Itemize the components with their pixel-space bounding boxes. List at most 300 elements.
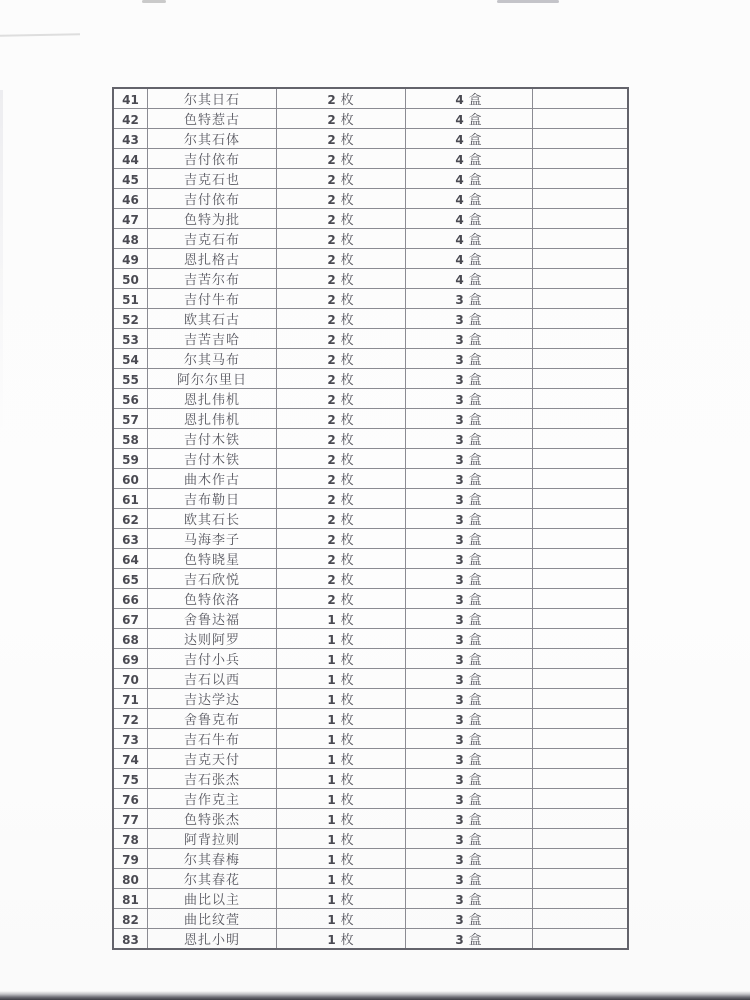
boxes-count-unit: 盒	[468, 893, 483, 908]
row-number-text: 73	[122, 733, 139, 747]
pieces-count-value: 2	[327, 573, 336, 587]
boxes-count	[406, 249, 533, 269]
pieces-count-unit: 枚	[340, 113, 355, 128]
person-name-text: 吉付木铁	[183, 433, 240, 448]
boxes-count-unit: 盒	[468, 513, 483, 528]
empty-cell	[533, 569, 629, 589]
person-name	[148, 189, 277, 209]
row-number	[113, 889, 148, 909]
table-row	[113, 289, 628, 309]
row-number	[113, 689, 148, 709]
person-name	[148, 849, 277, 869]
boxes-count	[406, 269, 533, 289]
person-name	[148, 709, 277, 729]
row-number	[113, 869, 148, 889]
pieces-count-unit: 枚	[340, 353, 355, 368]
row-number	[113, 429, 148, 449]
pieces-count-unit: 枚	[340, 293, 355, 308]
person-name	[148, 209, 277, 229]
pieces-count-value: 1	[327, 873, 336, 887]
row-number-text: 55	[122, 373, 139, 387]
pieces-count	[277, 529, 406, 549]
boxes-count	[406, 369, 533, 389]
row-number-text: 54	[122, 353, 139, 367]
row-number-text: 69	[122, 653, 139, 667]
pieces-count-unit: 枚	[340, 793, 355, 808]
boxes-count-unit: 盒	[468, 93, 483, 108]
boxes-count-value: 3	[455, 393, 464, 407]
pieces-count-unit: 枚	[340, 653, 355, 668]
table-row	[113, 369, 628, 389]
empty-cell	[533, 649, 629, 669]
person-name-text: 吉付依布	[183, 153, 240, 168]
pieces-count-value: 2	[327, 593, 336, 607]
table-row	[113, 889, 628, 909]
pieces-count	[277, 909, 406, 929]
pieces-count	[277, 829, 406, 849]
person-name	[148, 309, 277, 329]
boxes-count	[406, 449, 533, 469]
pieces-count-unit: 枚	[340, 233, 355, 248]
person-name	[148, 329, 277, 349]
boxes-count-value: 3	[455, 933, 464, 947]
row-number	[113, 449, 148, 469]
pieces-count-unit: 枚	[340, 173, 355, 188]
person-name-text: 欧其石古	[183, 313, 240, 328]
empty-cell	[533, 589, 629, 609]
table-row	[113, 649, 628, 669]
person-name-text: 吉石以西	[183, 673, 240, 688]
boxes-count-unit: 盒	[468, 613, 483, 628]
row-number-text: 64	[122, 553, 139, 567]
row-number-text: 67	[122, 613, 139, 627]
pieces-count	[277, 229, 406, 249]
boxes-count-unit: 盒	[468, 573, 483, 588]
boxes-count	[406, 529, 533, 549]
pieces-count	[277, 88, 406, 109]
pieces-count-value: 2	[327, 313, 336, 327]
row-number	[113, 569, 148, 589]
row-number-text: 76	[122, 793, 139, 807]
pieces-count-unit: 枚	[340, 593, 355, 608]
row-number	[113, 549, 148, 569]
boxes-count-unit: 盒	[468, 813, 483, 828]
table-row	[113, 129, 628, 149]
empty-cell	[533, 849, 629, 869]
boxes-count-unit: 盒	[468, 313, 483, 328]
boxes-count-value: 3	[455, 853, 464, 867]
pieces-count-value: 2	[327, 133, 336, 147]
empty-cell	[533, 769, 629, 789]
row-number	[113, 769, 148, 789]
row-number	[113, 589, 148, 609]
boxes-count	[406, 109, 533, 129]
row-number	[113, 189, 148, 209]
person-name-text: 尔其春花	[183, 873, 240, 888]
row-number-text: 48	[122, 233, 139, 247]
person-name-text: 曲比纹萱	[183, 913, 240, 928]
person-name	[148, 249, 277, 269]
pieces-count-value: 2	[327, 233, 336, 247]
pieces-count-unit: 枚	[340, 613, 355, 628]
empty-cell	[533, 269, 629, 289]
row-number	[113, 349, 148, 369]
person-name-text: 吉石张杰	[183, 773, 240, 788]
person-name	[148, 369, 277, 389]
pieces-count-unit: 枚	[340, 153, 355, 168]
table-row	[113, 709, 628, 729]
person-name	[148, 229, 277, 249]
boxes-count	[406, 589, 533, 609]
boxes-count-value: 3	[455, 493, 464, 507]
person-name	[148, 549, 277, 569]
table-row	[113, 749, 628, 769]
pieces-count-unit: 枚	[340, 633, 355, 648]
boxes-count-unit: 盒	[468, 753, 483, 768]
person-name-text: 舍鲁达福	[183, 613, 240, 628]
table-row	[113, 509, 628, 529]
row-number-text: 47	[122, 213, 139, 227]
row-number	[113, 209, 148, 229]
pieces-count	[277, 109, 406, 129]
pieces-count-unit: 枚	[340, 713, 355, 728]
boxes-count-unit: 盒	[468, 713, 483, 728]
person-name	[148, 409, 277, 429]
table-row	[113, 429, 628, 449]
pieces-count-unit: 枚	[340, 413, 355, 428]
pieces-count-value: 2	[327, 113, 336, 127]
row-number	[113, 469, 148, 489]
boxes-count	[406, 709, 533, 729]
boxes-count	[406, 729, 533, 749]
boxes-count-value: 3	[455, 753, 464, 767]
boxes-count-unit: 盒	[468, 653, 483, 668]
empty-cell	[533, 429, 629, 449]
pieces-count	[277, 389, 406, 409]
person-name	[148, 929, 277, 950]
pieces-count	[277, 609, 406, 629]
boxes-count-value: 3	[455, 633, 464, 647]
empty-cell	[533, 349, 629, 369]
person-name-text: 吉克石布	[183, 233, 240, 248]
person-name	[148, 389, 277, 409]
table-row	[113, 569, 628, 589]
empty-cell	[533, 469, 629, 489]
pieces-count	[277, 349, 406, 369]
boxes-count	[406, 149, 533, 169]
row-number-text: 66	[122, 593, 139, 607]
row-number	[113, 669, 148, 689]
person-name-text: 尔其石体	[183, 133, 240, 148]
pieces-count-unit: 枚	[340, 853, 355, 868]
empty-cell	[533, 909, 629, 929]
person-name-text: 恩扎格古	[183, 253, 240, 268]
pieces-count	[277, 369, 406, 389]
row-number-text: 58	[122, 433, 139, 447]
table-row	[113, 629, 628, 649]
person-name	[148, 429, 277, 449]
row-number-text: 53	[122, 333, 139, 347]
boxes-count-unit: 盒	[468, 173, 483, 188]
pieces-count-unit: 枚	[340, 773, 355, 788]
person-name	[148, 109, 277, 129]
person-name-text: 马海李子	[183, 533, 240, 548]
boxes-count-value: 3	[455, 813, 464, 827]
empty-cell	[533, 929, 629, 950]
boxes-count-unit: 盒	[468, 333, 483, 348]
boxes-count-unit: 盒	[468, 273, 483, 288]
boxes-count	[406, 189, 533, 209]
empty-cell	[533, 369, 629, 389]
empty-cell	[533, 129, 629, 149]
empty-cell	[533, 409, 629, 429]
pieces-count-value: 1	[327, 653, 336, 667]
boxes-count-unit: 盒	[468, 913, 483, 928]
pieces-count-value: 2	[327, 493, 336, 507]
boxes-count-unit: 盒	[468, 933, 483, 948]
row-number-text: 70	[122, 673, 139, 687]
empty-cell	[533, 829, 629, 849]
boxes-count-unit: 盒	[468, 473, 483, 488]
pieces-count-unit: 枚	[340, 873, 355, 888]
pieces-count-unit: 枚	[340, 733, 355, 748]
table-row	[113, 149, 628, 169]
pieces-count	[277, 329, 406, 349]
pieces-count	[277, 289, 406, 309]
boxes-count-value: 3	[455, 833, 464, 847]
table-row	[113, 249, 628, 269]
person-name	[148, 449, 277, 469]
person-name	[148, 289, 277, 309]
person-name-text: 色特依洛	[183, 593, 240, 608]
row-number-text: 42	[122, 113, 139, 127]
pieces-count-value: 2	[327, 513, 336, 527]
boxes-count-unit: 盒	[468, 553, 483, 568]
table-row	[113, 609, 628, 629]
boxes-count-value: 3	[455, 333, 464, 347]
person-name-text: 阿背拉则	[183, 833, 240, 848]
pieces-count-unit: 枚	[340, 453, 355, 468]
pieces-count-value: 2	[327, 553, 336, 567]
pieces-count-value: 2	[327, 433, 336, 447]
empty-cell	[533, 529, 629, 549]
row-number	[113, 489, 148, 509]
person-name-text: 吉付依布	[183, 193, 240, 208]
person-name	[148, 889, 277, 909]
row-number	[113, 849, 148, 869]
boxes-count	[406, 289, 533, 309]
boxes-count	[406, 489, 533, 509]
person-name	[148, 629, 277, 649]
row-number	[113, 749, 148, 769]
pieces-count-unit: 枚	[340, 393, 355, 408]
boxes-count	[406, 209, 533, 229]
table-row	[113, 829, 628, 849]
boxes-count-value: 3	[455, 613, 464, 627]
boxes-count-unit: 盒	[468, 693, 483, 708]
table-row	[113, 869, 628, 889]
person-name	[148, 489, 277, 509]
table-row	[113, 109, 628, 129]
boxes-count-unit: 盒	[468, 633, 483, 648]
boxes-count	[406, 689, 533, 709]
boxes-count-unit: 盒	[468, 793, 483, 808]
boxes-count-unit: 盒	[468, 393, 483, 408]
scan-bottom-shadow	[0, 991, 750, 1000]
pieces-count-value: 1	[327, 713, 336, 727]
table-row	[113, 489, 628, 509]
boxes-count-value: 4	[455, 133, 464, 147]
row-number	[113, 289, 148, 309]
scan-fold-artifact	[0, 33, 80, 36]
pieces-count	[277, 189, 406, 209]
person-name-text: 色特惹古	[183, 113, 240, 128]
row-number-text: 71	[122, 693, 139, 707]
pieces-count-unit: 枚	[340, 933, 355, 948]
pieces-count	[277, 669, 406, 689]
roster-table	[112, 87, 629, 950]
empty-cell	[533, 789, 629, 809]
pieces-count-value: 2	[327, 533, 336, 547]
boxes-count-unit: 盒	[468, 873, 483, 888]
row-number-text: 45	[122, 173, 139, 187]
pieces-count-unit: 枚	[340, 693, 355, 708]
pieces-count-unit: 枚	[340, 313, 355, 328]
person-name	[148, 769, 277, 789]
row-number	[113, 529, 148, 549]
empty-cell	[533, 629, 629, 649]
person-name	[148, 809, 277, 829]
empty-cell	[533, 449, 629, 469]
pieces-count-value: 1	[327, 813, 336, 827]
boxes-count-value: 3	[455, 373, 464, 387]
pieces-count	[277, 769, 406, 789]
boxes-count	[406, 569, 533, 589]
person-name-text: 尔其马布	[183, 353, 240, 368]
person-name	[148, 589, 277, 609]
boxes-count-value: 4	[455, 273, 464, 287]
person-name	[148, 469, 277, 489]
person-name	[148, 129, 277, 149]
empty-cell	[533, 389, 629, 409]
row-number-text: 52	[122, 313, 139, 327]
pieces-count-unit: 枚	[340, 913, 355, 928]
row-number-text: 57	[122, 413, 139, 427]
pieces-count-value: 2	[327, 413, 336, 427]
empty-cell	[533, 229, 629, 249]
row-number	[113, 649, 148, 669]
boxes-count-value: 3	[455, 313, 464, 327]
row-number-text: 81	[122, 893, 139, 907]
row-number	[113, 629, 148, 649]
boxes-count	[406, 509, 533, 529]
table-row	[113, 349, 628, 369]
person-name	[148, 88, 277, 109]
table-row	[113, 809, 628, 829]
table-row	[113, 329, 628, 349]
pieces-count-unit: 枚	[340, 253, 355, 268]
pieces-count-value: 2	[327, 473, 336, 487]
pieces-count	[277, 429, 406, 449]
pieces-count	[277, 309, 406, 329]
pieces-count-value: 2	[327, 273, 336, 287]
row-number-text: 63	[122, 533, 139, 547]
pieces-count-value: 2	[327, 213, 336, 227]
person-name-text: 达则阿罗	[183, 633, 240, 648]
pieces-count-value: 1	[327, 793, 336, 807]
row-number	[113, 329, 148, 349]
person-name	[148, 169, 277, 189]
pieces-count-value: 1	[327, 633, 336, 647]
boxes-count	[406, 909, 533, 929]
person-name-text: 吉克天付	[183, 753, 240, 768]
pieces-count-unit: 枚	[340, 513, 355, 528]
pieces-count-unit: 枚	[340, 193, 355, 208]
boxes-count-unit: 盒	[468, 233, 483, 248]
empty-cell	[533, 189, 629, 209]
pieces-count-unit: 枚	[340, 493, 355, 508]
boxes-count-value: 3	[455, 353, 464, 367]
row-number	[113, 249, 148, 269]
row-number-text: 82	[122, 913, 139, 927]
empty-cell	[533, 889, 629, 909]
pieces-count-value: 1	[327, 933, 336, 947]
pieces-count-unit: 枚	[340, 433, 355, 448]
row-number	[113, 909, 148, 929]
boxes-count-value: 3	[455, 573, 464, 587]
row-number-text: 68	[122, 633, 139, 647]
pieces-count-unit: 枚	[340, 553, 355, 568]
boxes-count	[406, 229, 533, 249]
pieces-count-value: 1	[327, 913, 336, 927]
boxes-count-unit: 盒	[468, 853, 483, 868]
boxes-count-unit: 盒	[468, 133, 483, 148]
boxes-count-value: 4	[455, 193, 464, 207]
empty-cell	[533, 149, 629, 169]
boxes-count-value: 3	[455, 413, 464, 427]
pieces-count	[277, 129, 406, 149]
row-number	[113, 369, 148, 389]
boxes-count-value: 3	[455, 873, 464, 887]
boxes-count-value: 3	[455, 433, 464, 447]
row-number-text: 41	[122, 93, 139, 107]
boxes-count	[406, 669, 533, 689]
boxes-count-unit: 盒	[468, 413, 483, 428]
pieces-count	[277, 249, 406, 269]
pieces-count	[277, 149, 406, 169]
person-name	[148, 529, 277, 549]
person-name	[148, 789, 277, 809]
empty-cell	[533, 509, 629, 529]
boxes-count-unit: 盒	[468, 373, 483, 388]
boxes-count-unit: 盒	[468, 733, 483, 748]
pieces-count-value: 2	[327, 193, 336, 207]
boxes-count-value: 3	[455, 713, 464, 727]
empty-cell	[533, 729, 629, 749]
person-name-text: 吉付小兵	[183, 653, 240, 668]
boxes-count-unit: 盒	[468, 453, 483, 468]
pieces-count	[277, 849, 406, 869]
pieces-count	[277, 589, 406, 609]
boxes-count-unit: 盒	[468, 593, 483, 608]
table-row	[113, 589, 628, 609]
boxes-count-value: 3	[455, 293, 464, 307]
person-name-text: 吉布勒日	[183, 493, 240, 508]
boxes-count-unit: 盒	[468, 353, 483, 368]
person-name-text: 阿尔尔里日	[176, 373, 247, 388]
boxes-count	[406, 88, 533, 109]
empty-cell	[533, 209, 629, 229]
